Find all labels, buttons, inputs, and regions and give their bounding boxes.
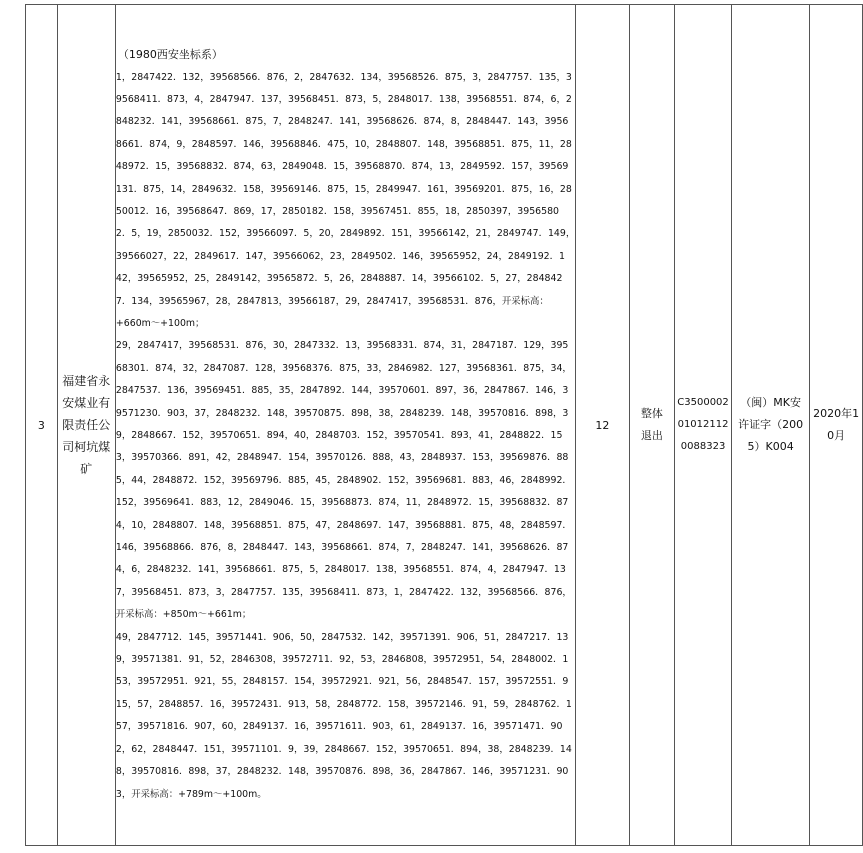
coordinate-line: 15，57，2848857．16，39572431．913，58，2848772．158，39572146．91，59，2848762．1 (115, 698, 572, 710)
coordinates-cell (115, 5, 575, 846)
closure-date-line: 0月 (827, 429, 846, 442)
closure-method-line: 整体 (640, 407, 663, 420)
license-code-line: 01012112 (677, 419, 729, 430)
mine-name-line: 司柯坑煤 (62, 440, 111, 454)
safety-permit-line: 许证字（200 (738, 418, 804, 431)
safety-permit-line: 5）K004 (747, 440, 794, 453)
coordinate-line: 3，39570366．891，42，2848947．154，39570126．888，43，2848937．153，39569876．88 (115, 452, 569, 464)
coordinate-line: 2．5，19，2850032．152，39566097．5，20，2849892．151，39566142，21，2849747．149， (115, 228, 576, 240)
coordinate-line: 50012．16，39568647．869，17，2850182．158，39567451．855，18，2850397，3956580 (115, 205, 560, 217)
safety-permit-cell (732, 5, 810, 846)
coordinate-line: 9，2848667．152，39570651．894，40，2848703．152，39570541．893，41，2848822．15 (115, 430, 563, 441)
license-code-cell (675, 5, 732, 846)
safety-permit-line: （闽）MK安 (740, 396, 801, 409)
coordinate-line: 1，2847422．132，39568566．876，2，2847632．134，39568526．875，3，2847757．135，3 (115, 71, 572, 83)
coordinate-line: 49，2847712．145，39571441．906，50，2847532．142，39571391．906，51，2847217．13 (115, 631, 569, 643)
coordinate-line: 4，10，2848807．148，39568851．875，47，2848697．147，39568881．875，48，2848597． (115, 519, 572, 531)
coordinate-line: 4，6，2848232．141，39568661．875，5，2848017．138，39568551．874，4，2847947．13 (115, 564, 566, 576)
coordinate-line: 3，开采标高：+789m～+100m。 (115, 788, 267, 800)
coordinate-line: 53，39572951．921，55，2848157．154，39572921．921，56，2848547．157，39572551．9 (115, 676, 569, 688)
area-cell: 12 (576, 5, 629, 846)
coordinate-line: 7，39568451．873，3，2847757．135，39568411．873，1，2847422．132，39568566．876， (115, 586, 572, 598)
coordinate-line: 29，2847417，39568531．876，30，2847332．13，39568331．874，31，2847187．129，395 (115, 340, 569, 352)
coordinate-line: 9571230．903，37，2848232．148，39570875．898，38，2848239．148，39570816．898，3 (115, 407, 569, 419)
coordinate-line: 131．875，14，2849632．158，39569146．875，15，2849947．161，39569201．875，16，28 (115, 183, 572, 195)
coordinate-line: （1980西安坐标系） (117, 48, 223, 62)
mine-name-line: 安煤业有 (62, 396, 111, 410)
table-row (26, 5, 863, 846)
license-code-line: C3500002 (677, 397, 729, 408)
coordinate-line: 7．134，39565967，28，2847813，39566187，29，2847417，39568531．876，开采标高： (115, 295, 549, 307)
closure-date-line: 2020年1 (813, 407, 860, 420)
coordinate-line: 146，39568866．876，8，2848447．143，39568661．874，7，2848247．141，39568626．87 (115, 542, 569, 554)
coordinate-line: 68301．874，32，2847087．128，39568376．875，33，2846982．127，39568361．875，34， (115, 362, 572, 374)
coordinate-line: +660m～+100m； (115, 317, 205, 329)
mine-name-line: 限责任公 (62, 418, 111, 432)
coordinate-line: 152，39569641．883，12，2849046．15，39568873．874，11，2848972．15，39568832．87 (115, 497, 569, 509)
coordinate-line: 2847537．136，39569451．885，35，2847892．144，39570601．897，36，2847867．146，3 (115, 385, 569, 397)
coordinate-line: 8，39570816．898，37，2848232．148，39570876．898，36，2847867．146，39571231．90 (115, 766, 569, 778)
coordinate-line: 开采标高：+850m～+661m； (115, 609, 252, 621)
mine-closure-table (25, 4, 863, 846)
mine-name-line: 福建省永 (62, 374, 111, 388)
coordinate-line: 39566027，22，2849617．147，39566062，23，2849502．146，39565952，24，2849192．1 (115, 250, 565, 262)
coordinate-line: 9，39571381．91，52，2846308，39572711．92，53，2846808，39572951，54，2848002．1 (115, 654, 569, 666)
coordinate-line: 48972．15，39568832．874，63，2849048．15，39568870．874，13，2849592．157，39569 (115, 161, 569, 173)
coordinate-line: 8661．874，9，2848597．146，39568846．475，10，2848807．148，39568851．875，11，28 (115, 138, 572, 150)
coordinate-line: 2，62，2848447．151，39571101．9，39，2848667．152，39570651．894，38，2848239．14 (115, 743, 572, 755)
seq-number-cell: 3 (26, 5, 58, 846)
closure-method-cell (629, 5, 674, 846)
coordinates-text (116, 44, 575, 806)
license-code-line: 0088323 (680, 441, 726, 452)
closure-method-line: 退出 (640, 429, 663, 442)
coordinate-line: 5，44，2848872．152，39569796．885，45，2848902．152，39569681．883，46，2848992． (115, 474, 572, 486)
coordinate-line: 42，39565952，25，2849142，39565872．5，26，2848887．14，39566102．5，27，284842 (115, 273, 563, 285)
coordinate-line: 848232．141，39568661．875，7，2848247．141，39568626．874，8，2848447．143，3956 (115, 116, 569, 128)
coordinate-line: 9568411．873，4，2847947．137，39568451．873，5，2848017．138，39568551．874，6，2 (115, 93, 572, 105)
mine-name-cell (57, 5, 115, 846)
mine-name-line: 矿 (80, 462, 93, 476)
coordinate-line: 57，39571816．907，60，2849137．16，39571611．903，61，2849137．16，39571471．90 (115, 721, 563, 733)
closure-date-cell (810, 5, 863, 846)
